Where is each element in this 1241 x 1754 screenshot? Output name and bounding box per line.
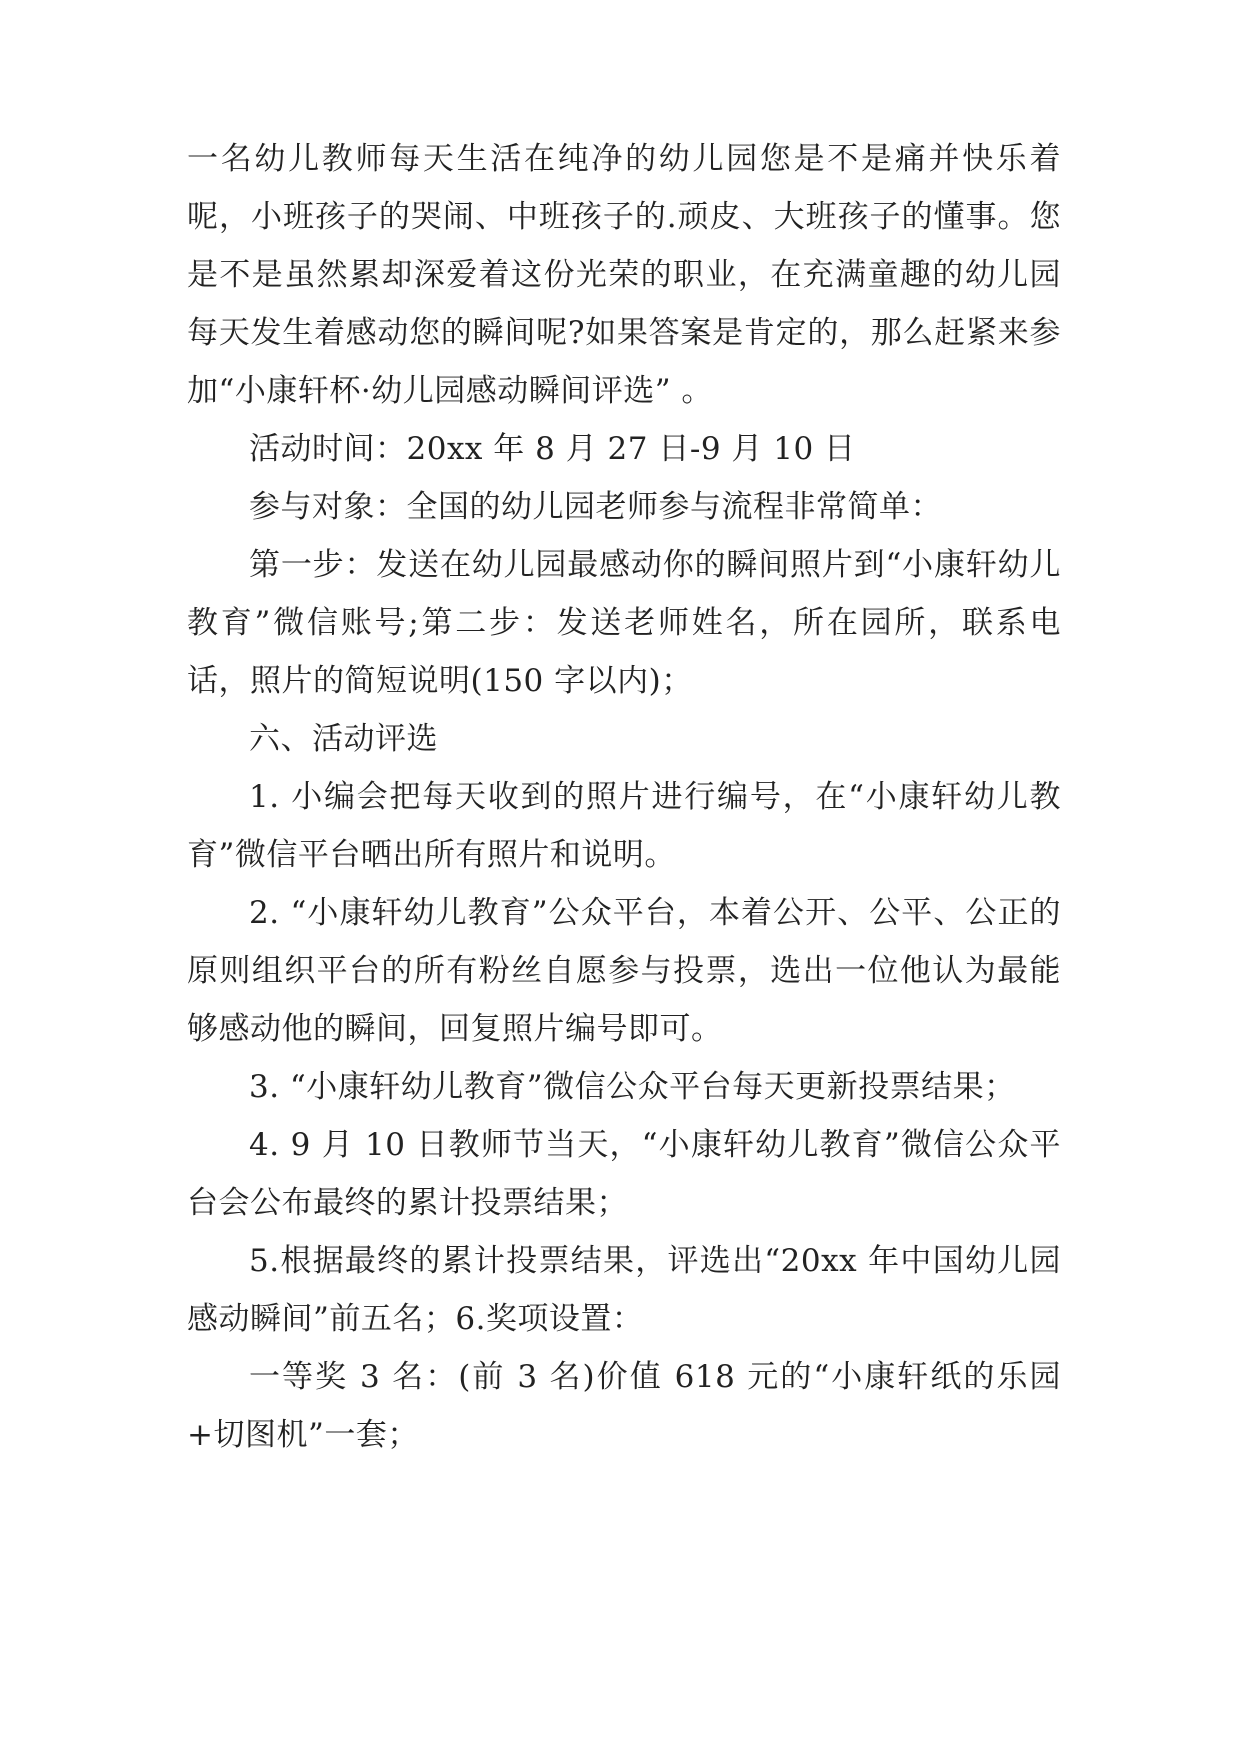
intro-paragraph: 一名幼儿教师每天生活在纯净的幼儿园您是不是痛并快乐着呢，小班孩子的哭闹、中班孩子的.顽皮、大班孩子的懂事。您是不是虽然累却深爱着这份光荣的职业，在充满童趣的幼儿园每天发生着感动您的瞬间呢?如果答案是肯定的，那么赶紧来参加“小康轩杯·幼儿园感动瞬间评选” 。 — [187, 141, 1061, 409]
rule-item-4: 4. 9 月 10 日教师节当天，“小康轩幼儿教育”微信公众平台会公布最终的累计投票结果； — [187, 1127, 1061, 1221]
activity-time-paragraph: 活动时间：20xx 年 8 月 27 日-9 月 10 日 — [249, 431, 856, 467]
rule-item-3: 3. “小康轩幼儿教育”微信公众平台每天更新投票结果； — [249, 1069, 1016, 1105]
rule-item-1: 1. 小编会把每天收到的照片进行编号，在“小康轩幼儿教育”微信平台晒出所有照片和说明。 — [187, 779, 1061, 873]
document-body — [187, 130, 1061, 1464]
award-paragraph: 一等奖 3 名：(前 3 名)价值 618 元的“小康轩纸的乐园+切图机”一套； — [187, 1359, 1061, 1453]
section-heading: 六、活动评选 — [249, 721, 438, 757]
steps-paragraph: 第一步：发送在幼儿园最感动你的瞬间照片到“小康轩幼儿教育”微信账号;第二步：发送老师姓名，所在园所，联系电话，照片的简短说明(150 字以内)； — [187, 547, 1061, 699]
rule-item-2: 2. “小康轩幼儿教育”公众平台，本着公开、公平、公正的原则组织平台的所有粉丝自愿参与投票，选出一位他认为最能够感动他的瞬间，回复照片编号即可。 — [187, 895, 1061, 1047]
rule-item-5: 5.根据最终的累计投票结果，评选出“20xx 年中国幼儿园感动瞬间”前五名；6.奖项设置： — [187, 1243, 1061, 1337]
participants-paragraph: 参与对象：全国的幼儿园老师参与流程非常简单： — [249, 489, 942, 525]
